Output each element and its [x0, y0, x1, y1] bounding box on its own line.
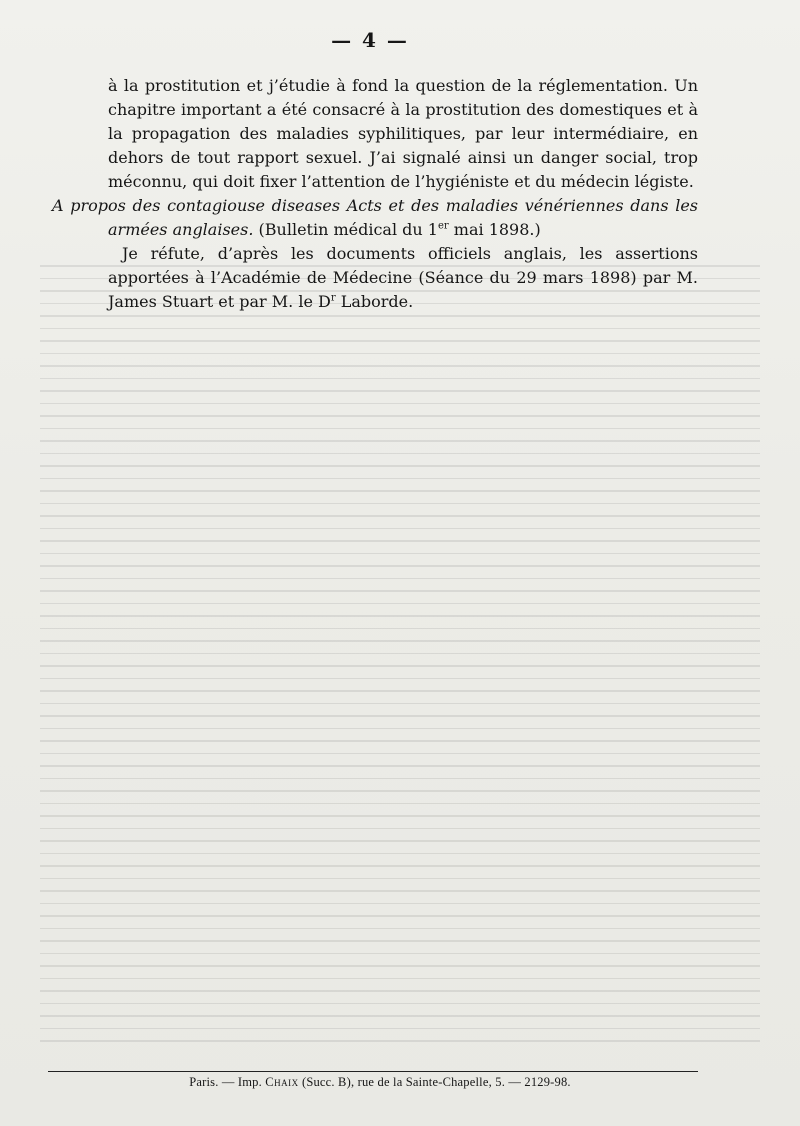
entry-description-text: Je réfute, d’après les documents officiels anglais, les assertions apportées à l’Académie de Médecine (Séance du 29 mars 1898) par M. James Stuart et par M. le D: [108, 244, 698, 311]
entry-description-end: Laborde.: [335, 292, 414, 311]
imprint-start: Paris. — Imp.: [189, 1075, 266, 1089]
body-text: [48, 74, 698, 314]
footer-rule: [48, 1071, 698, 1072]
page-number: — 4 —: [331, 28, 409, 52]
entry-citation-superscript: er: [437, 220, 449, 232]
entry-citation-end: mai 1898.): [448, 220, 541, 239]
entry-title: A propos des contagiouse diseases Acts et des maladies vénériennes dans les armées anglaises.: [52, 196, 698, 239]
bleed-through-texture: [40, 265, 760, 1065]
entry-description-superscript: r: [330, 292, 336, 304]
printer-imprint: [0, 1075, 760, 1090]
entry-description: [48, 242, 698, 314]
entry-citation-start: (Bulletin médical du 1: [253, 220, 438, 239]
paragraph-prostitution: à la prostitution et j’étudie à fond la question de la réglementation. Un chapitre important a été consacré à la prostitution des domestiques et à la propagation des maladies syphilitiques, par leur intermédiaire, en dehors de tout rapport sexuel. J’ai signalé ainsi un danger social, trop méconnu, qui doit fixer l’attention de l’hygiéniste et du médecin légiste.: [108, 76, 698, 191]
imprint-printer-name: Chaix: [265, 1075, 299, 1089]
bibliography-entry: [48, 194, 698, 242]
imprint-end: (Succ. B), rue de la Sainte-Chapelle, 5. — 2129-98.: [298, 1075, 571, 1089]
